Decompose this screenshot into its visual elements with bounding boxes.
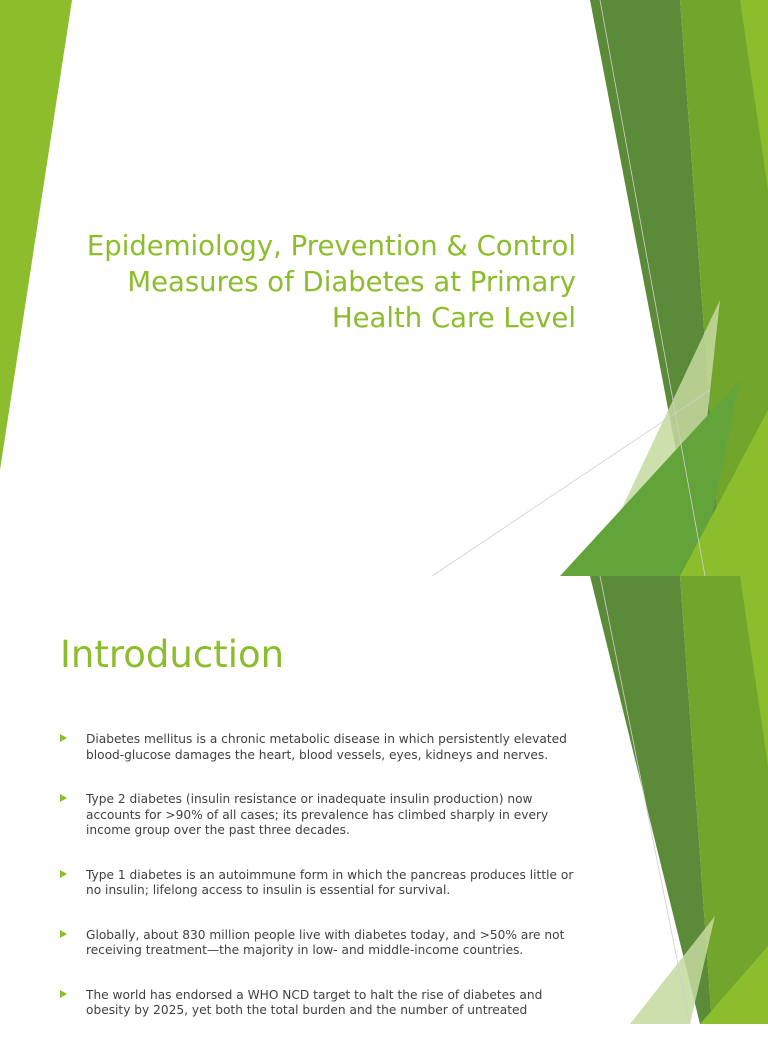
slide-title bbox=[20, 228, 576, 336]
triangle-bullet-icon bbox=[60, 734, 67, 742]
bullet-item bbox=[60, 988, 580, 1019]
triangle-bullet-icon bbox=[60, 794, 67, 802]
triangle-bullet-icon bbox=[60, 870, 67, 878]
bullet-text: Type 2 diabetes (insulin resistance or inadequate insulin production) now accounts for >90% of all cases; its prevalence has climbed sharply in every income group over the past three decades. bbox=[86, 792, 549, 837]
bullet-item bbox=[60, 868, 580, 899]
bullet-item bbox=[60, 792, 580, 839]
title-line-3: Health Care Level bbox=[331, 302, 576, 334]
bullet-text: The world has endorsed a WHO NCD target to halt the rise of diabetes and obesity by 2025, yet both the total burden and the number of untreated bbox=[86, 987, 543, 1017]
triangle-bullet-icon bbox=[60, 930, 67, 938]
slide-heading: Introduction bbox=[60, 633, 285, 676]
bullet-list bbox=[60, 732, 580, 1048]
bullet-text: Globally, about 830 million people live with diabetes today, and >50% are not receiving treatment—the majority in low- and middle-income countries. bbox=[86, 927, 565, 957]
triangle-bullet-icon bbox=[60, 990, 67, 998]
bullet-text: Type 1 diabetes is an autoimmune form in which the pancreas produces little or no insulin; lifelong access to insulin is essential for survival. bbox=[86, 867, 574, 897]
bullet-item bbox=[60, 928, 580, 959]
title-line-2: Measures of Diabetes at Primary bbox=[127, 266, 576, 298]
bullet-item bbox=[60, 732, 580, 763]
title-line-1: Epidemiology, Prevention & Control bbox=[86, 230, 576, 262]
bullet-text: Diabetes mellitus is a chronic metabolic disease in which persistently elevated blood-glucose damages the heart, blood vessels, eyes, kidneys and nerves. bbox=[86, 732, 567, 762]
